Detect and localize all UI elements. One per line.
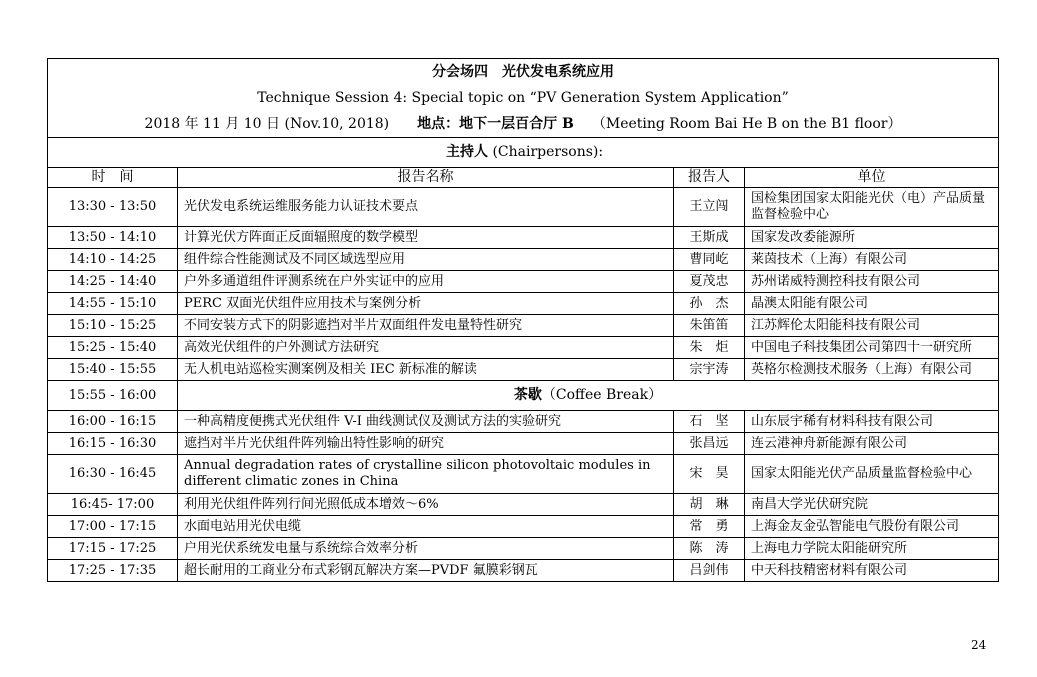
row-speaker: 陈 涛 xyxy=(674,538,745,560)
row-time: 16:45- 17:00 xyxy=(48,494,178,516)
row-speaker: 曹同屹 xyxy=(674,249,745,271)
row-time: 16:15 - 16:30 xyxy=(48,433,178,455)
row-time: 16:00 - 16:15 xyxy=(48,411,178,433)
row-time: 13:50 - 14:10 xyxy=(48,227,178,249)
session-date-location xyxy=(48,111,998,137)
row-time: 14:10 - 14:25 xyxy=(48,249,178,271)
session-title-en: Technique Session 4: Special topic on “PV Generation System Application” xyxy=(257,89,789,106)
col-header-title: 报告名称 xyxy=(178,168,674,188)
col-header-affiliation: 单位 xyxy=(745,168,999,188)
row-speaker: 吕剑伟 xyxy=(674,560,745,582)
chairpersons-row xyxy=(48,138,999,168)
table-row xyxy=(48,271,999,293)
row-affiliation: 国家发改委能源所 xyxy=(745,227,999,249)
row-affiliation: 山东辰宇稀有材料科技有限公司 xyxy=(745,411,999,433)
row-title: 利用光伏组件阵列行间光照低成本增效～6% xyxy=(178,494,674,516)
row-speaker: 石 坚 xyxy=(674,411,745,433)
row-title: 光伏发电系统运维服务能力认证技术要点 xyxy=(178,188,674,227)
row-time: 15:25 - 15:40 xyxy=(48,337,178,359)
row-title: 高效光伏组件的户外测试方法研究 xyxy=(178,337,674,359)
row-affiliation: 英格尔检测技术服务（上海）有限公司 xyxy=(745,359,999,381)
col-header-speaker: 报告人 xyxy=(674,168,745,188)
row-title: 超长耐用的工商业分布式彩钢瓦解决方案—PVDF 氟膜彩钢瓦 xyxy=(178,560,674,582)
row-time: 15:40 - 15:55 xyxy=(48,359,178,381)
row-speaker: 宗宇涛 xyxy=(674,359,745,381)
row-title: 遮挡对半片光伏组件阵列输出特性影响的研究 xyxy=(178,433,674,455)
row-title: 户外多通道组件评测系统在户外实证中的应用 xyxy=(178,271,674,293)
table-row xyxy=(48,494,999,516)
session-schedule-table xyxy=(47,58,999,582)
row-title: 计算光伏方阵面正反面辐照度的数学模型 xyxy=(178,227,674,249)
row-affiliation: 国家太阳能光伏产品质量监督检验中心 xyxy=(745,455,999,494)
table-row xyxy=(48,433,999,455)
row-affiliation: 中天科技精密材料有限公司 xyxy=(745,560,999,582)
session-title-cn: 分会场四 光伏发电系统应用 xyxy=(432,63,614,80)
row-speaker: 王斯成 xyxy=(674,227,745,249)
row-speaker: 孙 杰 xyxy=(674,293,745,315)
row-speaker: 朱笛笛 xyxy=(674,315,745,337)
row-speaker: 常 勇 xyxy=(674,516,745,538)
row-title: Annual degradation rates of crystalline silicon photovoltaic modules in different climatic zones in China xyxy=(178,455,674,494)
table-row xyxy=(48,249,999,271)
row-affiliation: 苏州诺威特测控科技有限公司 xyxy=(745,271,999,293)
row-title: PERC 双面光伏组件应用技术与案例分析 xyxy=(178,293,674,315)
row-title: 水面电站用光伏电缆 xyxy=(178,516,674,538)
row-affiliation: 中国电子科技集团公司第四十一研究所 xyxy=(745,337,999,359)
row-time: 17:25 - 17:35 xyxy=(48,560,178,582)
row-speaker: 张昌远 xyxy=(674,433,745,455)
page-number: 24 xyxy=(971,638,987,652)
row-affiliation: 南昌大学光伏研究院 xyxy=(745,494,999,516)
coffee-break-label xyxy=(178,381,999,411)
row-title: 一种高精度便携式光伏组件 V-I 曲线测试仪及测试方法的实验研究 xyxy=(178,411,674,433)
table-row xyxy=(48,359,999,381)
coffee-break-label-cn: 茶歇 xyxy=(513,387,542,404)
coffee-break-time: 15:55 - 16:00 xyxy=(48,381,178,411)
row-time: 13:30 - 13:50 xyxy=(48,188,178,227)
table-row xyxy=(48,337,999,359)
table-row xyxy=(48,227,999,249)
row-speaker: 夏茂忠 xyxy=(674,271,745,293)
column-header-row xyxy=(48,168,999,188)
row-time: 17:00 - 17:15 xyxy=(48,516,178,538)
row-affiliation: 连云港神舟新能源有限公司 xyxy=(745,433,999,455)
session-date: 2018 年 11 月 10 日 (Nov.10, 2018) xyxy=(144,115,390,132)
table-row xyxy=(48,538,999,560)
col-header-time: 时 间 xyxy=(48,168,178,188)
table-row xyxy=(48,560,999,582)
table-row xyxy=(48,455,999,494)
table-row xyxy=(48,188,999,227)
chairpersons-label-en: (Chairpersons): xyxy=(488,144,604,161)
row-affiliation: 晶澳太阳能有限公司 xyxy=(745,293,999,315)
row-affiliation: 上海电力学院太阳能研究所 xyxy=(745,538,999,560)
row-time: 15:10 - 15:25 xyxy=(48,315,178,337)
row-time: 16:30 - 16:45 xyxy=(48,455,178,494)
row-time: 17:15 - 17:25 xyxy=(48,538,178,560)
row-affiliation: 国检集团国家太阳能光伏（电）产品质量监督检验中心 xyxy=(745,188,999,227)
chairpersons-label: 主持人 xyxy=(446,144,488,161)
coffee-break-label-en: （Coffee Break） xyxy=(541,387,663,404)
table-row xyxy=(48,516,999,538)
row-title: 户用光伏系统发电量与系统综合效率分析 xyxy=(178,538,674,560)
session-header xyxy=(48,59,999,138)
location-label: 地点：地下一层百合厅 B xyxy=(417,115,574,132)
row-time: 14:55 - 15:10 xyxy=(48,293,178,315)
row-affiliation: 莱茵技术（上海）有限公司 xyxy=(745,249,999,271)
row-title: 不同安装方式下的阴影遮挡对半片双面组件发电量特性研究 xyxy=(178,315,674,337)
coffee-break-row xyxy=(48,381,999,411)
table-row xyxy=(48,411,999,433)
row-time: 14:25 - 14:40 xyxy=(48,271,178,293)
row-title: 组件综合性能测试及不同区域选型应用 xyxy=(178,249,674,271)
row-title: 无人机电站巡检实测案例及相关 IEC 新标准的解读 xyxy=(178,359,674,381)
location-en: （Meeting Room Bai He B on the B1 floor） xyxy=(591,115,902,132)
row-speaker: 王立闯 xyxy=(674,188,745,227)
table-row xyxy=(48,315,999,337)
row-speaker: 朱 炬 xyxy=(674,337,745,359)
table-row xyxy=(48,293,999,315)
row-affiliation: 上海金友金弘智能电气股份有限公司 xyxy=(745,516,999,538)
row-affiliation: 江苏辉伦太阳能科技有限公司 xyxy=(745,315,999,337)
row-speaker: 宋 昊 xyxy=(674,455,745,494)
row-speaker: 胡 琳 xyxy=(674,494,745,516)
